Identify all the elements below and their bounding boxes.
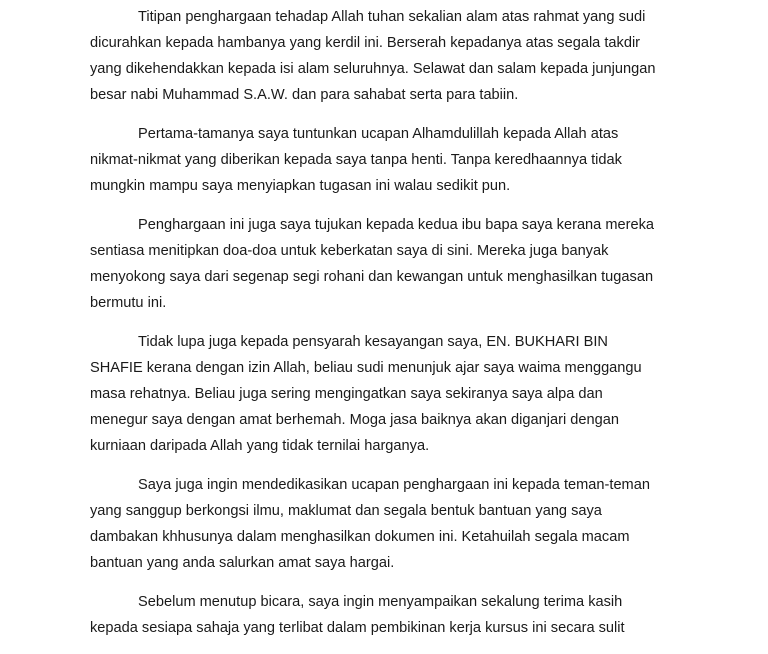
- text-line: SHAFIE kerana dengan izin Allah, beliau sudi menunjuk ajar saya waima menggangu: [90, 360, 642, 376]
- text-line: nikmat-nikmat yang diberikan kepada saya tanpa henti. Tanpa keredhaannya tidak: [90, 152, 622, 168]
- text-line: kepada sesiapa sahaja yang terlibat dalam pembikinan kerja kursus ini secara sulit: [90, 620, 625, 636]
- text-line: menegur saya dengan amat berhemah. Moga jasa baiknya akan diganjari dengan: [90, 412, 619, 428]
- paragraph-4: [90, 329, 690, 459]
- text-line: kurniaan daripada Allah yang tidak ternilai harganya.: [90, 438, 430, 454]
- text-line: Titipan penghargaan tehadap Allah tuhan sekalian alam atas rahmat yang sudi: [138, 9, 646, 25]
- paragraph-5: [90, 472, 690, 576]
- text-line: menyokong saya dari segenap segi rohani dan kewangan untuk menghasilkan tugasan: [90, 269, 654, 285]
- text-line: dicurahkan kepada hambanya yang kerdil ini. Berserah kepadanya atas segala takdir: [90, 35, 641, 51]
- text-line: masa rehatnya. Beliau juga sering mengingatkan saya sekiranya saya alpa dan: [90, 386, 603, 402]
- text-line: bantuan yang anda salurkan amat saya hargai.: [90, 555, 395, 571]
- text-line: Tidak lupa juga kepada pensyarah kesayangan saya, EN. BUKHARI BIN: [138, 334, 608, 350]
- text-line: mungkin mampu saya menyiapkan tugasan ini walau sedikit pun.: [90, 178, 511, 194]
- text-line: yang sanggup berkongsi ilmu, maklumat dan segala bentuk bantuan yang saya: [90, 503, 602, 519]
- text-line: Pertama-tamanya saya tuntunkan ucapan Alhamdulillah kepada Allah atas: [138, 126, 619, 142]
- text-line: Sebelum menutup bicara, saya ingin menyampaikan sekalung terima kasih: [138, 594, 623, 610]
- paragraph-6: [90, 589, 690, 641]
- text-line: besar nabi Muhammad S.A.W. dan para sahabat serta para tabiin.: [90, 87, 519, 103]
- text-line: dambakan khhusunya dalam menghasilkan dokumen ini. Ketahuilah segala macam: [90, 529, 630, 545]
- text-line: yang dikehendakkan kepada isi alam seluruhnya. Selawat dan salam kepada junjungan: [90, 61, 656, 77]
- text-line: Penghargaan ini juga saya tujukan kepada kedua ibu bapa saya kerana mereka: [138, 217, 655, 233]
- text-line: Saya juga ingin mendedikasikan ucapan penghargaan ini kepada teman-teman: [138, 477, 650, 493]
- document-body: [90, 4, 690, 654]
- text-line: bermutu ini.: [90, 295, 167, 311]
- paragraph-3: [90, 212, 690, 316]
- text-line: sentiasa menitipkan doa-doa untuk keberkatan saya di sini. Mereka juga banyak: [90, 243, 609, 259]
- paragraph-1: [90, 4, 690, 108]
- paragraph-2: [90, 121, 690, 199]
